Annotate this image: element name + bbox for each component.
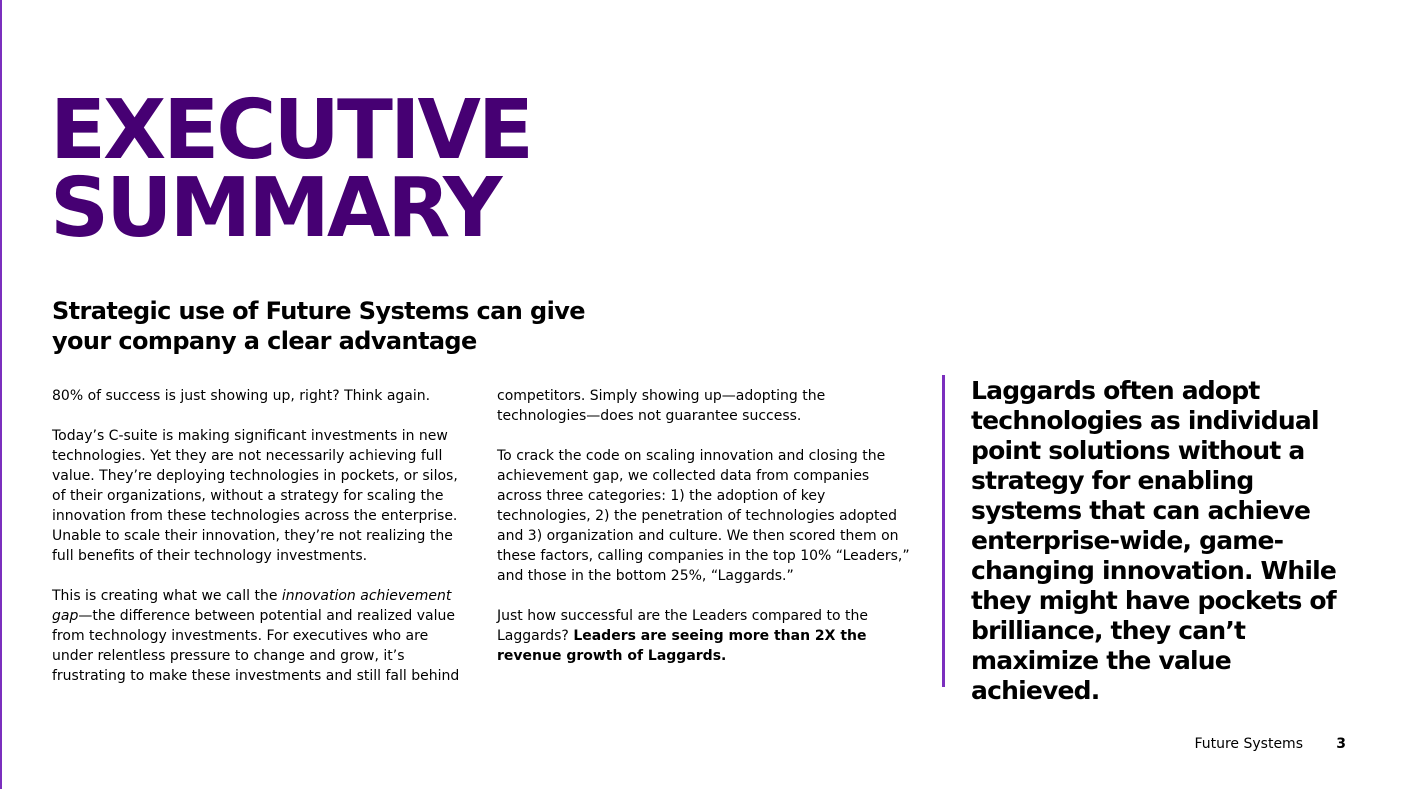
body-column-2 xyxy=(497,386,913,686)
key-finding-highlight: Leaders are seeing more than 2X the revenue growth of Laggards. xyxy=(497,628,867,664)
footer-label: Future Systems xyxy=(1194,736,1303,752)
body-paragraph-3-rest: —the difference between potential and realized value from technology investments. For executives who are under relentless pressure to change and grow, it’s frustrating to make these investments and still fall behind xyxy=(52,608,460,684)
body-paragraph-3-lead: This is creating what we call the xyxy=(52,588,282,604)
body-paragraph-5-lead: Just how successful are the Leaders compared to the Laggards? xyxy=(497,608,868,644)
body-paragraph-5 xyxy=(497,606,913,666)
body-paragraph-4: To crack the code on scaling innovation and closing the achievement gap, we collected data from companies across three categories: 1) the adoption of key technologies, 2) the penetration of technologies adopted and 3) organization and culture. We then scored them on these factors, calling companies in the top 10% “Leaders,” and those in the bottom 25%, “Laggards.” xyxy=(497,448,910,584)
body-paragraph-3-continued: competitors. Simply showing up—adopting the technologies—does not guarantee success. xyxy=(497,388,826,424)
page-subtitle-line-1: Strategic use of Future Systems can give xyxy=(52,297,585,325)
page-title-line-2: SUMMARY xyxy=(50,161,500,256)
body-paragraph-3 xyxy=(52,586,468,686)
pull-quote: Laggards often adopt technologies as individual point solutions without a strategy for enabling systems that can achieve enterprise-wide, game-changing innovation. While they might have pockets of brilliance, they can’t maximize the value achieved. xyxy=(971,376,1337,705)
page-subtitle xyxy=(52,296,612,356)
body-paragraph-1: 80% of success is just showing up, right? Think again. xyxy=(52,388,431,404)
innovation-achievement-gap-term: innovation achievement gap xyxy=(52,588,452,624)
body-column-1 xyxy=(52,386,468,706)
body-paragraph-2: Today’s C-suite is making significant investments in new technologies. Yet they are not necessarily achieving full value. They’re deploying technologies in pockets, or silos, of their organizations, without a strategy for scaling the innovation from these technologies across the enterprise. Unable to scale their innovation, they’re not realizing the full benefits of their technology investments. xyxy=(52,428,458,564)
left-accent-rule xyxy=(0,0,2,789)
page-title-line-1: EXECUTIVE xyxy=(50,83,531,178)
pull-quote-rule xyxy=(942,375,945,687)
page-title xyxy=(50,83,531,256)
page-number: 3 xyxy=(1336,736,1346,752)
page-subtitle-line-2: your company a clear advantage xyxy=(52,327,477,355)
